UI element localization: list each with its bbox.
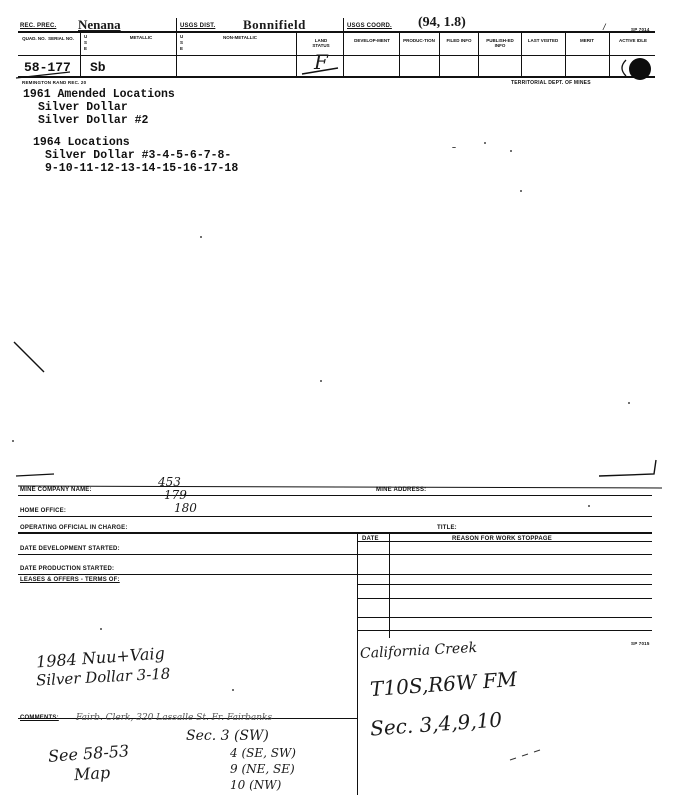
s-label-nonmetallic: S [180,40,184,45]
divider [439,31,440,77]
header-mid-rule [18,55,655,56]
quad-number-value: 58-177 [24,60,71,75]
metallic-label: METALLIC [129,35,153,40]
handwritten-note-left: Silver Dollar 3-18 [35,664,171,690]
speck [232,689,234,691]
usgs-dist-value: Bonnifield [243,17,306,32]
title-label: TITLE: [437,525,457,531]
merit-label: MERIT [580,38,594,43]
form-top-edge [14,458,666,498]
corner-stroke [14,66,74,82]
form-code: SP 7014 [631,27,650,32]
location-line: 1961 Amended Locations [23,88,175,101]
speck [452,147,456,148]
s-label-metallic: S [84,40,88,45]
leases-label: LEASES & OFFERS - TERMS OF: [20,577,120,583]
date-production-label: DATE PRODUCTION STARTED: [20,566,115,572]
rule [18,516,652,517]
header-bottom-rule [18,76,655,78]
speck [12,440,14,442]
date-label: DATE [362,536,379,542]
rule [357,617,652,618]
reason-label: REASON FOR WORK STOPPAGE [452,536,552,542]
rec-prec-label: REC. PREC. [20,23,57,29]
rule [18,532,652,534]
divider [565,31,566,77]
speck [588,505,590,507]
underline-stroke [300,64,340,76]
e-label-nonmetallic: E [180,46,184,51]
divider [478,31,479,77]
quad-no-label: QUAD. NO. [22,36,46,41]
rule [18,554,652,555]
land-status-mark: F [314,50,328,74]
section-note: Sec. 3 (SW) [186,728,269,744]
u-label-metallic: U [84,34,88,39]
punch-hole-mark [629,58,651,80]
e-label-metallic: E [84,46,88,51]
location-line: Silver Dollar #3-4-5-6-7-8- [45,149,232,162]
tick-marks [508,744,548,764]
section-note: 9 (NE, SE) [230,762,295,776]
divider [80,31,81,77]
map-reference: See 58-53 [47,741,130,766]
usgs-dist-label: USGS DIST. [180,23,216,29]
divider [176,18,177,77]
speck [100,628,102,630]
section-note: 4 (SE, SW) [230,746,296,760]
published-info-label: PUBLISH-ED INFO [486,38,514,48]
stray-pen-stroke [10,338,50,378]
divider [343,18,344,77]
divider [521,31,522,77]
comments-label: COMMENTS: [20,715,59,721]
company-number-2: 179 [164,488,187,502]
map-reference: Map [73,762,111,785]
filed-info-label: FILED INFO [446,38,472,43]
divider [609,31,610,77]
speck [628,402,630,404]
active-idle-label: ACTIVE IDLE [618,38,647,43]
speck [484,142,486,144]
operating-official-label: OPERATING OFFICIAL IN CHARGE: [20,525,128,531]
location-line: 9-10-11-12-13-14-15-16-17-18 [45,162,239,175]
comments-text: Fairb. Clerk, 320 Lassalle St. Fr. Fairbanks [76,713,273,723]
company-number-3: 180 [174,501,197,515]
rule [18,574,652,575]
handwritten-note-right: T10S,R6W FM [369,666,518,702]
rule [357,584,652,585]
speck [510,150,512,152]
location-line: 1964 Locations [33,136,130,149]
serial-no-label: SERIAL NO. [48,36,74,41]
divider [389,533,390,638]
date-development-label: DATE DEVELOPMENT STARTED: [20,546,120,552]
home-office-label: HOME OFFICE: [20,508,67,514]
rule [357,598,652,599]
handwritten-note-right: California Creek [359,639,478,663]
printer-note: REMINGTON RAND REC. 20 [22,80,87,85]
non-metallic-label: NON-METALLIC [223,35,257,40]
last-visited-label: LAST VISITED [527,38,559,43]
mine-company-name-label: MINE COMPANY NAME: [20,487,92,493]
form-code-2: SP 7015 [631,641,650,646]
section-note: 10 (NW) [230,778,282,792]
slash-mark: / [603,22,606,32]
divider [296,31,297,77]
company-number-1: 453 [158,475,181,489]
usgs-coord-value: (94, 1.8) [418,15,466,30]
handwritten-note-right: Sec. 3,4,9,10 [369,707,503,741]
location-line: Silver Dollar #2 [38,114,149,127]
u-label-nonmetallic: U [180,34,184,39]
usgs-coord-label: USGS COORD. [347,23,392,29]
territorial-dept-label: TERRITORIAL DEPT. OF MINES [511,80,591,86]
serial-commodity-value: Sb [90,60,106,75]
production-label: PRODUC-TION [403,38,435,43]
curl-mark [612,58,632,78]
rule [18,495,652,496]
land-status-label: LAND STATUS [312,38,330,48]
location-line: Silver Dollar [38,101,128,114]
rec-prec-value: Nenana [78,17,121,32]
handwritten-note-left: 1984 Nuu+Vaig [35,643,166,672]
speck [200,236,202,238]
speck [520,190,522,192]
divider [357,533,358,795]
development-label: DEVELOP-MENT [354,38,390,43]
mine-address-label: MINE ADDRESS: [376,487,427,493]
speck [320,380,322,382]
divider [399,31,400,77]
rule [357,630,652,631]
